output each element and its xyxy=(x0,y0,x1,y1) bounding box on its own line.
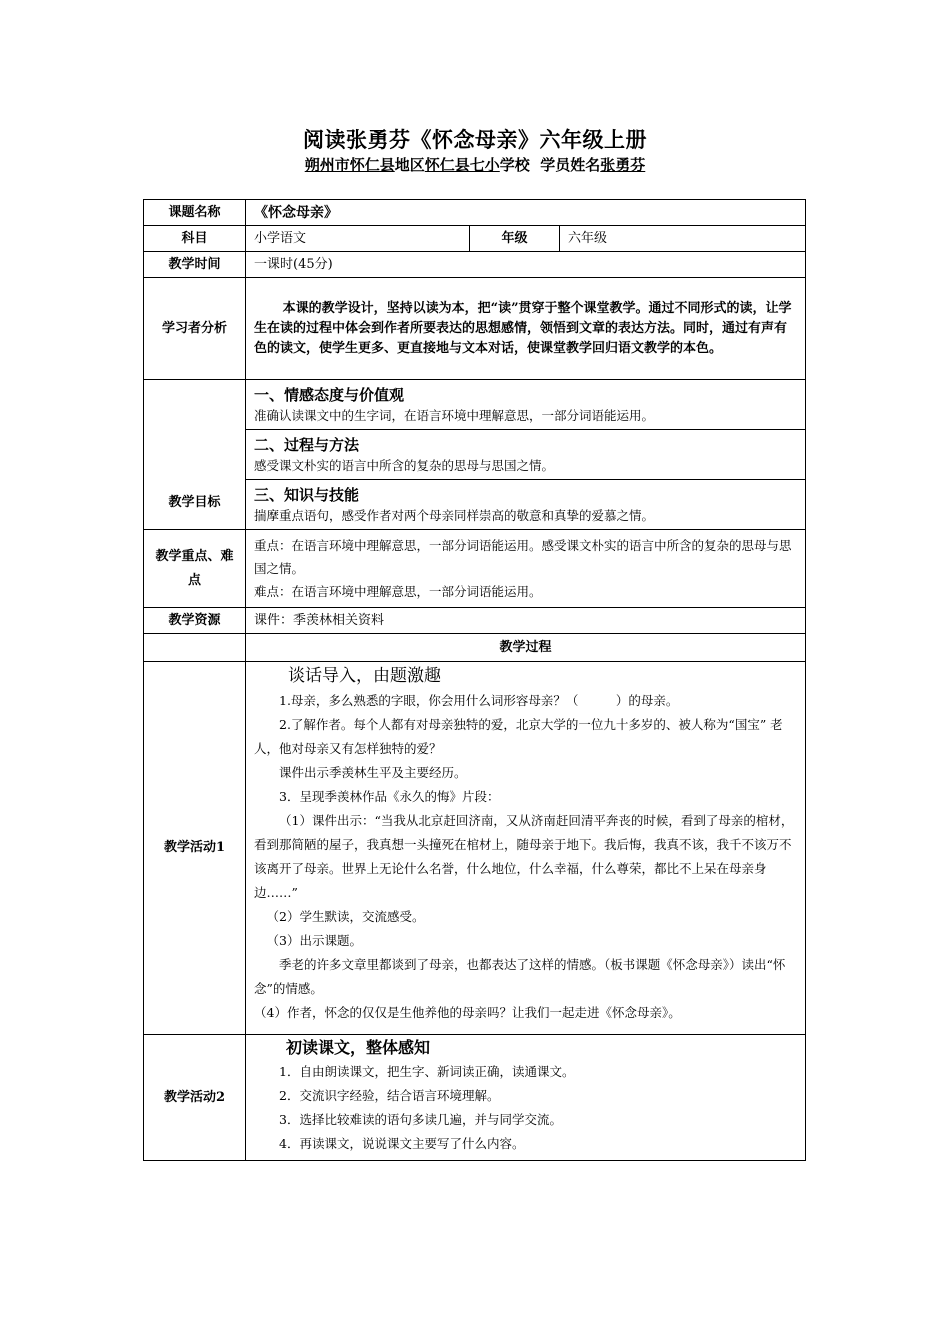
activity1-line: 2.了解作者。每个人都有对母亲独特的爱，北京大学的一位九十多岁的、被人称为“国宝” 老人，他对母亲又有怎样独特的爱？ xyxy=(254,717,783,756)
goal-2-heading: 二、过程与方法 xyxy=(254,435,360,454)
document-title: 阅读张勇芬《怀念母亲》六年级上册 xyxy=(303,127,647,152)
activity1-content xyxy=(246,662,806,1035)
activity2-heading: 初读课文，整体感知 xyxy=(286,1038,431,1057)
process-heading: 教学过程 xyxy=(246,634,806,662)
subtitle-city: 朔州市怀仁县 xyxy=(304,156,395,174)
activity2-label: 教学活动2 xyxy=(144,1035,246,1161)
activity1-line: 1.母亲，多么熟悉的字眼，你会用什么词形容母亲？（ ）的母亲。 xyxy=(279,693,679,708)
goal-2-text: 感受课文朴实的语言中所含的复杂的思母与思国之情。 xyxy=(254,457,555,473)
goal-section-2 xyxy=(246,430,806,480)
activity1-line: 季老的许多文章里都谈到了母亲，也都表达了这样的情感。（板书课题《怀念母亲》）读出“怀念”的情感。 xyxy=(254,957,786,996)
activity1-label: 教学活动1 xyxy=(144,662,246,1035)
activity2-line: 4．再读课文，说说课文主要写了什么内容。 xyxy=(279,1136,525,1151)
subtitle-district-label: 地区 xyxy=(394,156,425,174)
activity2-line: 3．选择比较难读的语句多读几遍，并与同学交流。 xyxy=(279,1112,562,1127)
subtitle-student-label: 学员姓名 xyxy=(540,156,601,174)
process-blank-cell xyxy=(144,634,246,662)
activity1-line: （3）出示课题。 xyxy=(266,933,362,948)
grade-value: 六年级 xyxy=(560,226,806,252)
difficult-point: 难点：在语言环境中理解意思，一部分词语能运用。 xyxy=(254,584,542,599)
learner-label: 学习者分析 xyxy=(144,278,246,380)
activity1-line: （1）课件出示：“当我从北京赶回济南，又从济南赶回清平奔丧的时候，看到了母亲的棺材，看到那简陋的屋子，我真想一头撞死在棺材上，随母亲于地下。我后悔，我真不该，我千不该万不该离开了母亲。世界上无论什么名誉，什么地位，什么幸福，什么尊荣，都比不上呆在母亲身边……” xyxy=(254,813,794,900)
subject-label: 科目 xyxy=(144,226,246,252)
goal-section-1 xyxy=(246,380,806,430)
time-label: 教学时间 xyxy=(144,252,246,278)
learner-analysis: 本课的教学设计，坚持以读为本，把“读”贯穿于整个课堂教学。通过不同形式的读，让学生在读的过程中体会到作者所要表达的思想感情，领悟到文章的表达方法。同时，通过有声有色的读文，使学生更多、更直接地与文本对话，使课堂教学回归语文教学的本色。 xyxy=(246,278,806,380)
lesson-plan-table xyxy=(143,199,806,1161)
subtitle-district: 怀仁县七小 xyxy=(424,156,500,174)
activity2-line: 2．交流识字经验，结合语言环境理解。 xyxy=(279,1088,500,1103)
activity1-line: 3．呈现季羡林作品《永久的悔》片段： xyxy=(279,789,500,804)
key-point: 重点：在语言环境中理解意思，一部分词语能运用。感受课文朴实的语言中所含的复杂的思母与思国之情。 xyxy=(254,538,792,576)
resource-value: 课件：季羡林相关资料 xyxy=(246,608,806,634)
goal-section-3 xyxy=(246,480,806,530)
topic-label: 课题名称 xyxy=(144,200,246,226)
subtitle-student: 张勇芬 xyxy=(600,156,646,174)
goal-3-heading: 三、知识与技能 xyxy=(254,485,360,504)
goal-1-heading: 一、情感态度与价值观 xyxy=(254,385,405,404)
goal-label: 教学目标 xyxy=(144,380,246,530)
time-value: 一课时(45分) xyxy=(246,252,806,278)
resource-label: 教学资源 xyxy=(144,608,246,634)
topic-value: 《怀念母亲》 xyxy=(246,200,806,226)
activity1-line: （2）学生默读，交流感受。 xyxy=(266,909,425,924)
activity2-line: 1．自由朗读课文，把生字、新词读正确，读通课文。 xyxy=(279,1064,575,1079)
subtitle-school-label: 学校 xyxy=(499,156,530,174)
grade-label: 年级 xyxy=(470,226,560,252)
key-difficult-label: 教学重点、难点 xyxy=(144,530,246,608)
activity1-line: 课件出示季羡林生平及主要经历。 xyxy=(279,765,467,780)
subject-value: 小学语文 xyxy=(246,226,470,252)
goal-3-text: 揣摩重点语句，感受作者对两个母亲同样崇高的敬意和真挚的爱慕之情。 xyxy=(254,507,655,523)
goal-1-text: 准确认读课文中的生字词，在语言环境中理解意思，一部分词语能运用。 xyxy=(254,407,655,423)
activity2-content xyxy=(246,1035,806,1161)
key-difficult-cell xyxy=(246,530,806,608)
activity1-heading: 谈话导入，由题激趣 xyxy=(288,666,441,686)
activity1-line: （4）作者，怀念的仅仅是生他养他的母亲吗？让我们一起走进《怀念母亲》。 xyxy=(254,1005,681,1020)
document-subtitle xyxy=(0,154,950,175)
